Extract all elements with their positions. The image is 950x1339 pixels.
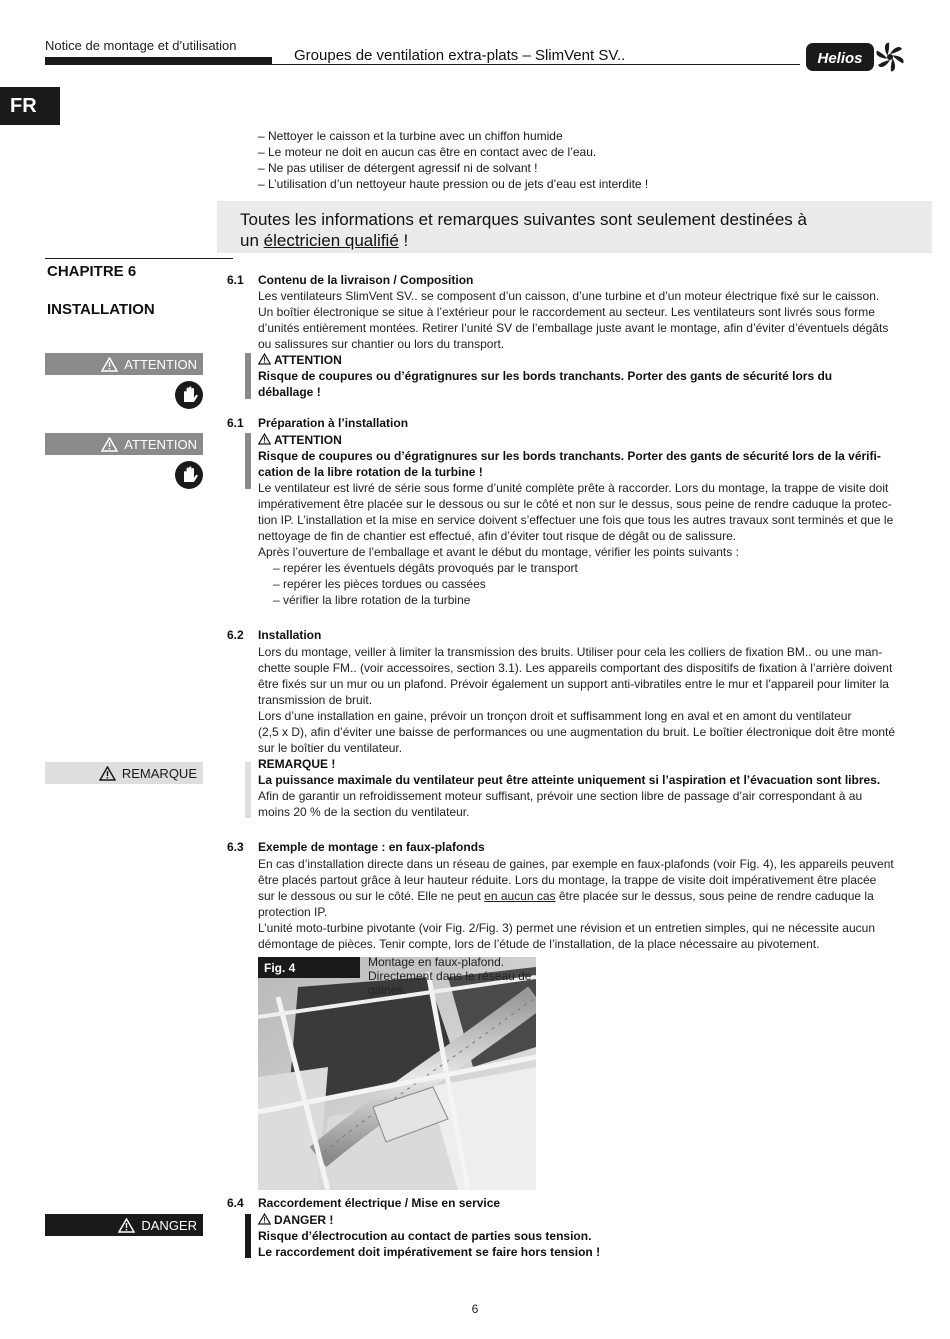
remark-label: REMARQUE <box>45 762 203 784</box>
safety-gloves-icon <box>175 381 203 409</box>
attention-bar <box>245 433 251 489</box>
section-number: 6.4 <box>227 1196 244 1210</box>
warning-icon <box>118 1218 135 1233</box>
warning-icon <box>258 433 271 445</box>
chapter-title: INSTALLATION <box>47 301 155 318</box>
section-text: Les ventilateurs SlimVent SV.. se composent d’un caisson, d’une turbine et d’un moteur électrique fixé sur le caisson. Un boîtier électronique se situe à l’extérieur pour le raccordement au secteur. Les ventilateurs sont livrés sous forme d’unités entièrement montées. Retirer l’unité SV de l’emballage juste avant le montage, afin d’éviter d’éventuels dégâts ou salissures sur chantier ou lors du transport. <box>258 289 889 351</box>
list-item: – repérer les pièces tordues ou cassées <box>273 577 486 591</box>
list-item: – vérifier la libre rotation de la turbine <box>273 593 471 607</box>
chapter-label: CHAPITRE 6 <box>47 263 137 280</box>
notice-line: Toutes les informations et remarques suivantes sont seulement destinées à <box>240 210 807 229</box>
warning-icon <box>99 766 116 781</box>
figure-caption: Montage en faux-plafond. Directement dans le réseau de gaines. <box>368 955 532 997</box>
chapter-rule <box>45 258 233 259</box>
section-number: 6.2 <box>227 628 244 642</box>
attention-warning: ATTENTION Risque de coupures ou d’égratignures sur les bords tranchants. Porter des gants de sécurité lors de la vérifi- cation de la libre rotation de la turbine ! <box>258 433 881 479</box>
danger-bar <box>245 1214 251 1258</box>
section-text: Le ventilateur est livré de série sous forme d’unité complète prête à raccorder. Lors du montage, la trappe de visite doit impérativement être placée sur le dessous ou sur le côté et non sur le dessus, sous peine de rendre caduque la protec- tion IP. L’installation et la mise en service doivent s’effectuer une fois que tous les autres travaux sont terminés et que le nettoyage de fin de chantier est effectué, afin d’éviter tout risque de dégât ou de salissure. Après l’ouverture de l’emballage et avant le début du montage, vérifier les points suivants : – repérer les éventuels dégâts provoqués par le transport – repérer les pièces tordues ou cassées – vérifier la libre rotation de la turbine <box>258 480 906 608</box>
section-title: Raccordement électrique / Mise en service <box>258 1196 501 1210</box>
list-item: – Le moteur ne doit en aucun cas être en contact avec de l’eau. <box>258 145 597 159</box>
document-title: Groupes de ventilation extra-plats – SlimVent SV.. <box>294 47 626 64</box>
section-number: 6.1 <box>227 416 244 430</box>
document-type: Notice de montage et d’utilisation <box>45 38 237 53</box>
warning-icon <box>258 1213 271 1225</box>
section-text: Lors du montage, veiller à limiter la transmission des bruits. Utiliser pour cela les colliers de fixation BM.. ou une man- chette souple FM.. (voir accessoires, section 3.1). Les appareils comportant des dispositifs de fixation à l’arrière doivent être fixés sur un mur ou un plafond. Prévoir également un support anti-vibratiles entre le mur et l’appareil pour limiter la transmission de bruit. Lors d’une installation en gaine, prévoir un tronçon droit et suffisamment long en aval et en amont du ventilateur (2,5 x D), afin d’éviter une baisse de performances ou une augmentation du bruit. Le boîtier électronique doit être monté sur le boîtier du ventilateur. <box>258 645 896 755</box>
warning-icon <box>101 437 118 452</box>
section-number: 6.3 <box>227 840 244 854</box>
list-item: – repérer les éventuels dégâts provoqués par le transport <box>273 561 578 575</box>
header-rule-thick <box>45 57 272 65</box>
warning-icon <box>101 357 118 372</box>
safety-gloves-icon <box>175 461 203 489</box>
electrician-notice <box>240 209 807 251</box>
section-title: Contenu de la livraison / Composition <box>258 273 474 287</box>
section-title: Installation <box>258 628 322 642</box>
attention-bar <box>245 353 251 399</box>
attention-warning: ATTENTION Risque de coupures ou d’égratignures sur les bords tranchants. Porter des gants de sécurité lors du déballage ! <box>258 353 833 399</box>
language-tab: FR <box>0 87 60 125</box>
remark-bar <box>245 762 251 818</box>
attention-label: ATTENTION <box>45 433 203 455</box>
section-text: En cas d’installation directe dans un réseau de gaines, par exemple en faux-plafonds (voir Fig. 4), les appareils peuvent être placés partout grâce à leur hauteur réduite. Lors du montage, la trappe de visite doit impérativement être placée sur le dessous ou sur le côté. Elle ne peut en aucun cas être placée sur le dessus, sous peine de rendre caduque la protection IP. L’unité moto-turbine pivotante (voir Fig. 2/Fig. 3) permet une révision et un entretien simples, qui ne nécessite aucun démontage de pièces. Tenir compte, lors de l’étude de l’installation, de la place nécessaire au pivotement. <box>258 857 894 951</box>
page-number: 6 <box>471 1302 479 1316</box>
danger-warning: DANGER ! Risque d’électrocution au contact de parties sous tension. Le raccordement doit impérativement se faire hors tension ! <box>258 1213 601 1259</box>
helios-logo <box>806 40 906 74</box>
figure-label: Fig. 4 <box>258 957 360 978</box>
notice-line: un électricien qualifié ! <box>240 231 409 250</box>
header-rule-thin <box>272 64 800 65</box>
cleaning-list <box>258 128 648 192</box>
notice-underlined: électricien qualifié <box>263 231 399 250</box>
list-item: – L’utilisation d’un nettoyeur haute pression ou de jets d’eau est interdite ! <box>258 177 649 191</box>
section-title: Préparation à l’installation <box>258 416 409 430</box>
list-item: – Ne pas utiliser de détergent agressif ni de solvant ! <box>258 161 538 175</box>
section-title: Exemple de montage : en faux-plafonds <box>258 840 485 854</box>
remark-note: REMARQUE ! La puissance maximale du ventilateur peut être atteinte uniquement si l’aspiration et l’évacuation sont libres. Afin de garantir un refroidissement moteur suffisant, prévoir une section libre de passage d’air correspondant à au moins 20 % de la section du ventilateur. <box>258 757 881 819</box>
danger-label: DANGER <box>45 1214 203 1236</box>
attention-label: ATTENTION <box>45 353 203 375</box>
list-item: – Nettoyer le caisson et la turbine avec un chiffon humide <box>258 129 563 143</box>
section-number: 6.1 <box>227 273 244 287</box>
logo-text: Helios <box>817 50 863 67</box>
warning-icon <box>258 353 271 365</box>
